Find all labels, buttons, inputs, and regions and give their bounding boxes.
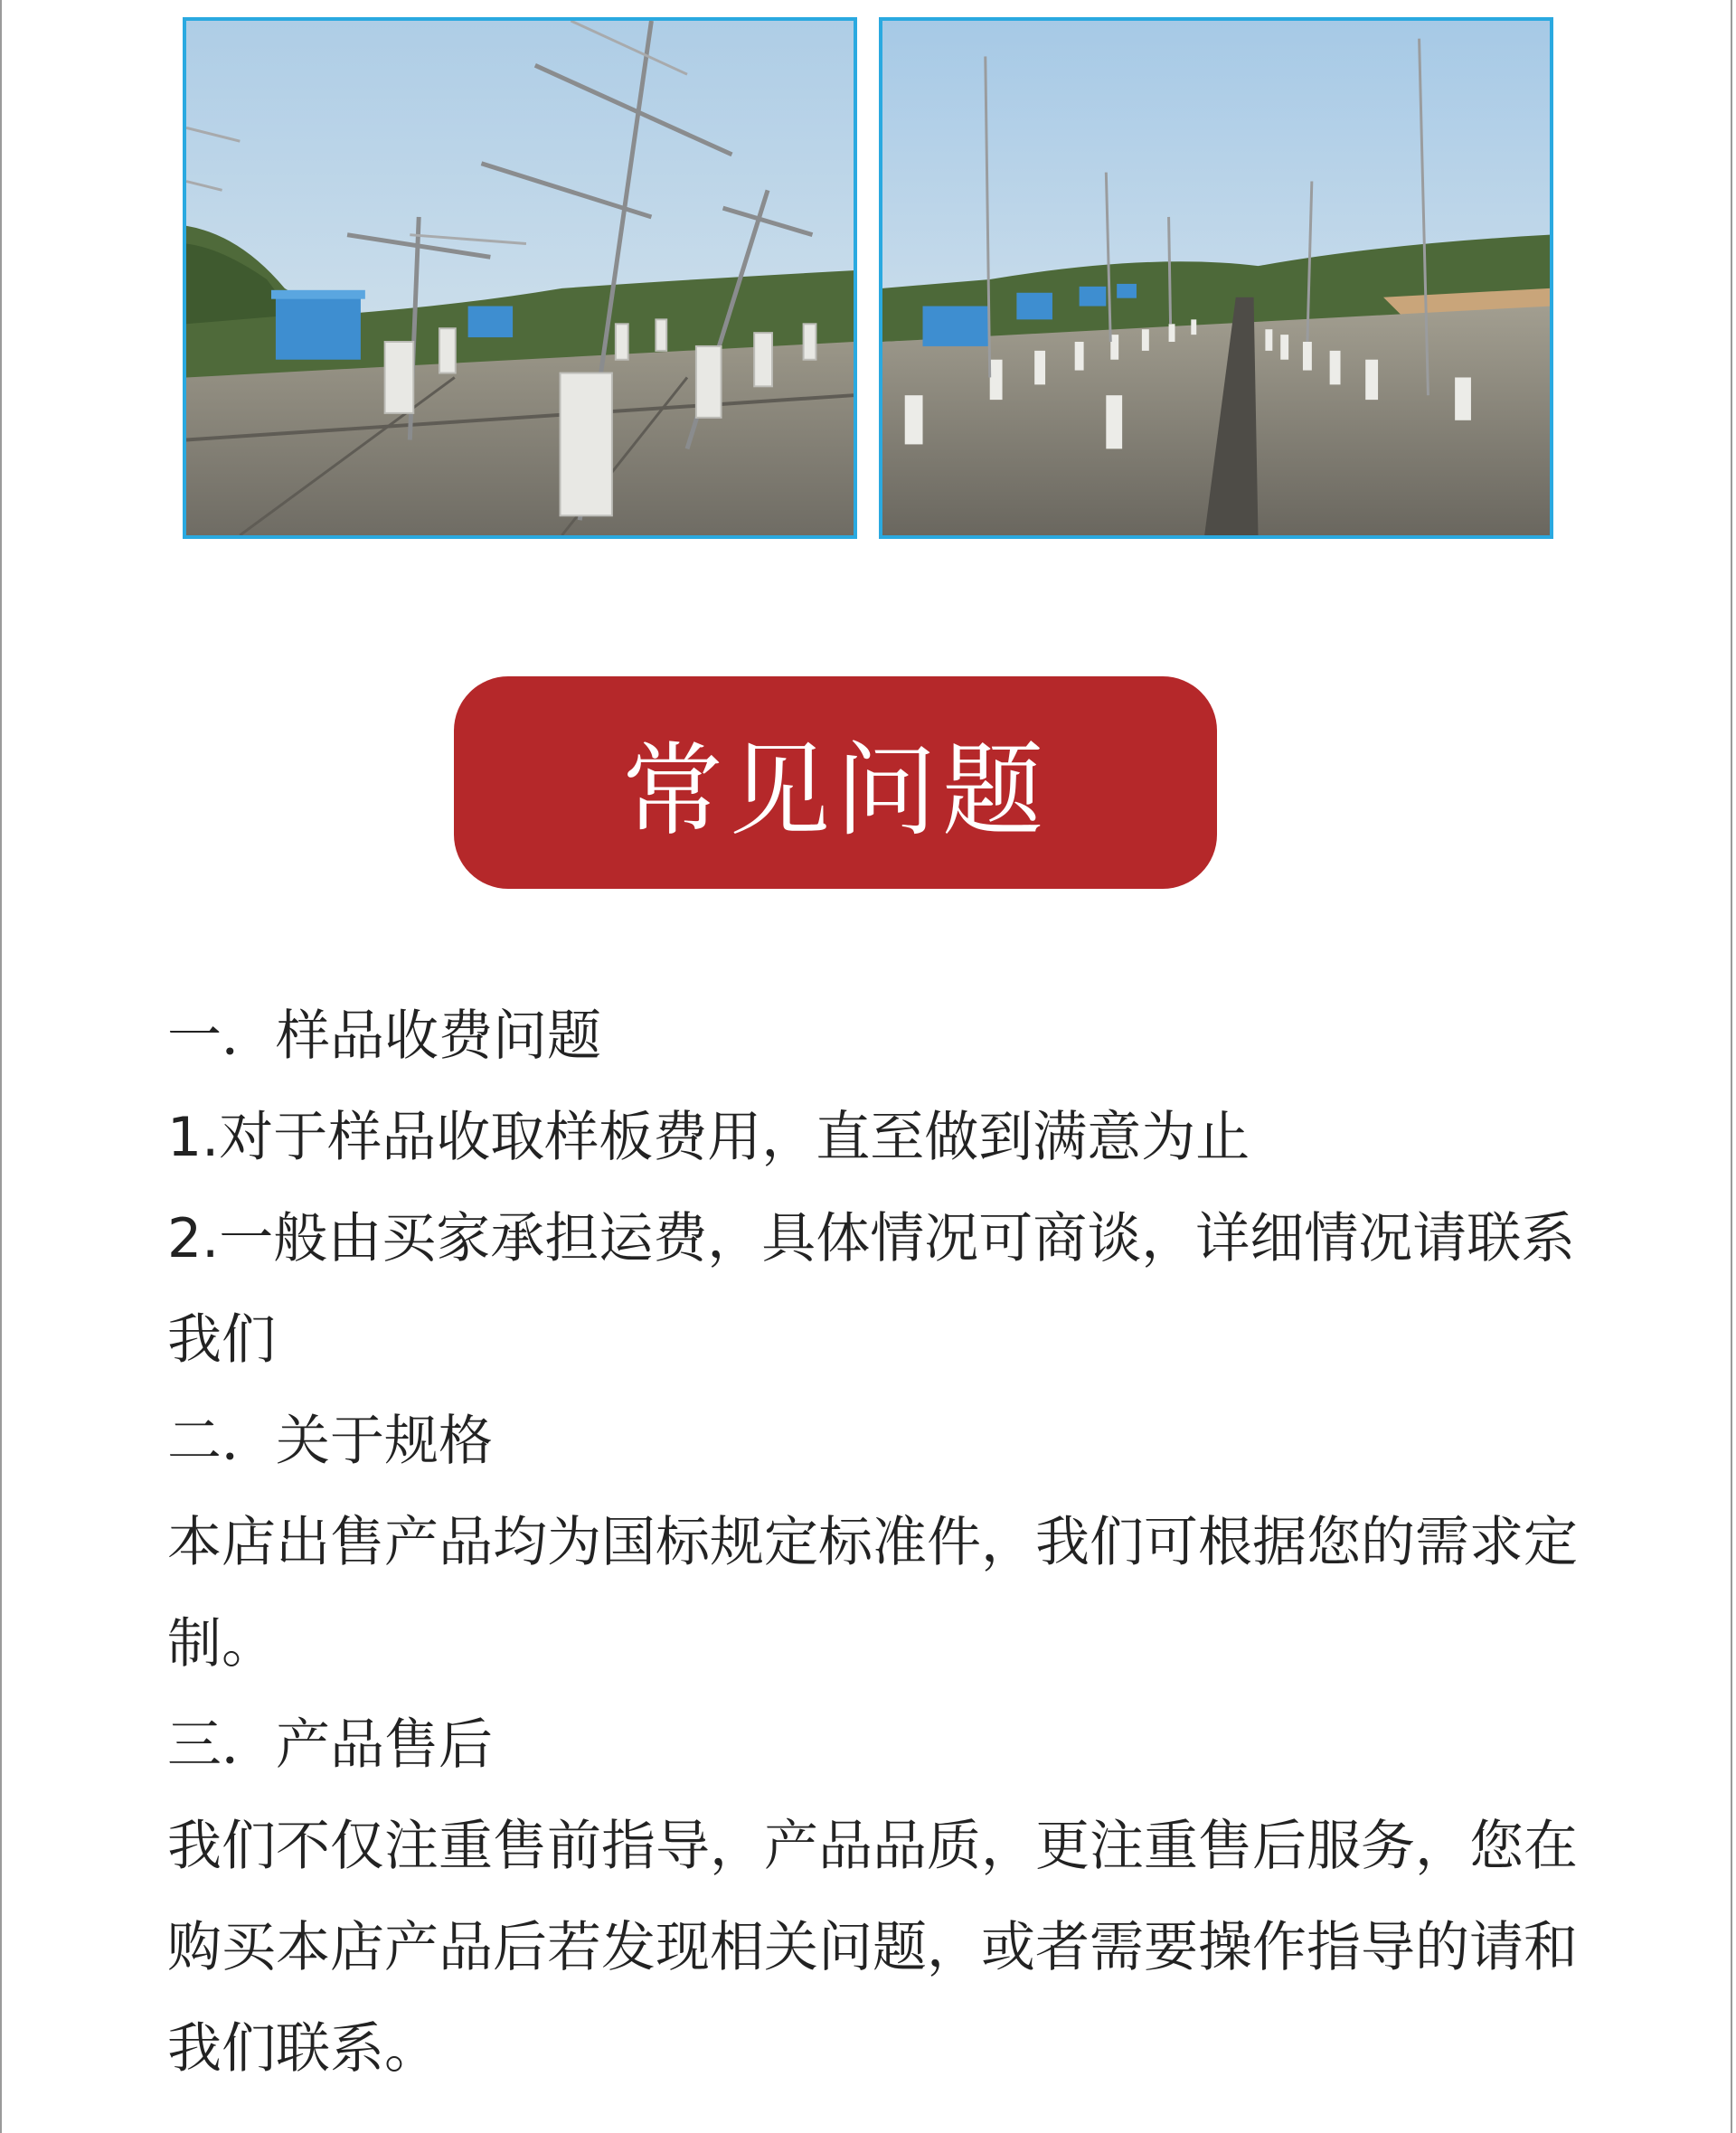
faq-section-1-line-2: 2.一般由买家承担运费，具体情况可商谈，详细情况请联系我们 — [167, 1207, 1576, 1372]
antenna-array-closeup-photo — [183, 17, 857, 539]
faq-section-3-body: 我们不仅注重售前指导，产品品质，更注重售后服务，您在购买本店产品后若发现相关问题，或者需要操作指导的请和我们联系。 — [167, 1815, 1578, 2081]
faq-banner — [454, 676, 1217, 889]
faq-section-1-line-1: 1.对于样品收取样板费用，直至做到满意为止 — [167, 1106, 1250, 1169]
faq-banner-title: 常见问题 — [622, 732, 1049, 850]
faq-section-2-body: 本店出售产品均为国标规定标准件，我们可根据您的需求定制。 — [167, 1511, 1578, 1675]
faq-section-3-title: 三．产品售后 — [167, 1713, 493, 1777]
faq-content — [167, 986, 1614, 2100]
faq-section-1-title: 一．样品收费问题 — [167, 1005, 601, 1068]
faq-section-2-title: 二．关于规格 — [167, 1410, 493, 1473]
antenna-array-field-photo — [879, 17, 1553, 539]
